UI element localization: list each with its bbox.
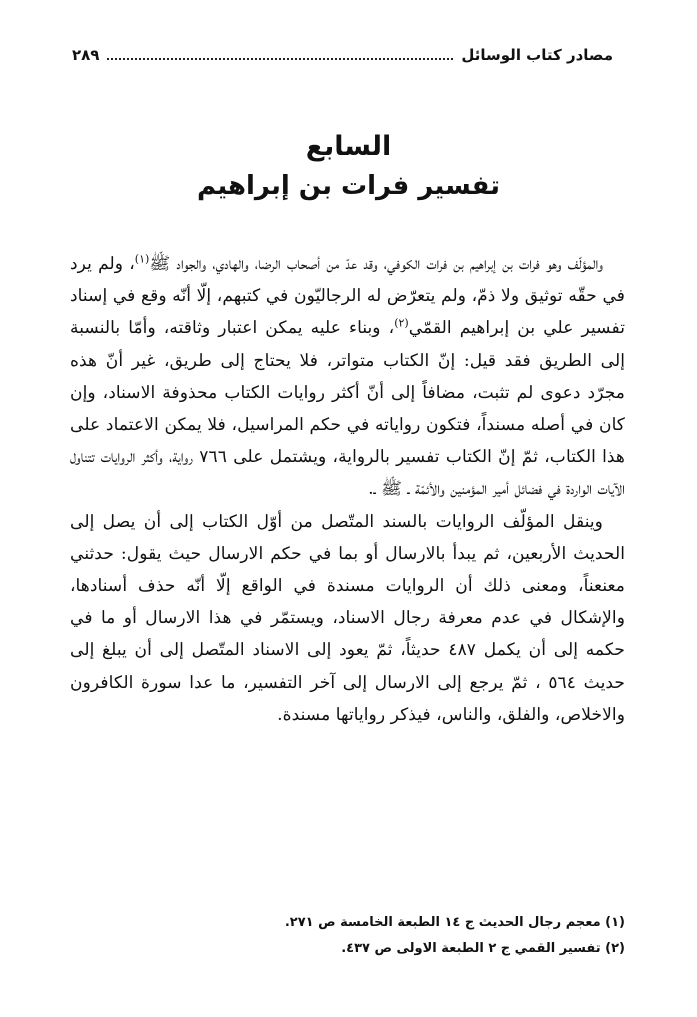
- footnotes: [70, 910, 625, 962]
- chapter-title: تفسير فرات بن إبراهيم: [196, 171, 501, 201]
- paragraph-1-part-1: والمؤلّف وهو فرات بن إبراهيم بن فرات الكوفي، وقد عدّ من أصحاب الرضا، والهادي، والجواد ﷺ: [149, 254, 603, 274]
- paragraph-1-part-3: ، وبناء عليه يمكن اعتبار وثاقته، وأمّا بالنسبة إلى الطريق فقد قيل: إنّ الكتاب متواتر، فلا يحتاج إلى طريق، غير أنّ هذه مجرّد دعوى لم تثبت، مضافاً إلى أنّ أكثر روايات الكتاب محذوفة الاسناد، وإن كان في أصله مسنداً، فتكون رواياته في حكم المراسيل، فلا يمكن الاعتماد على هذا الكتاب، ثمّ إنّ الكتاب تفسير بالرواية، ويشتمل على ٧٦٦ رواية، وأكثر الروايات تتناول الآيات الواردة في فضائل أمير المؤمنين والأئمّة ـ ﷺ ـ.: [70, 318, 625, 500]
- chapter-heading: [0, 128, 697, 206]
- chapter-number: السابع: [305, 131, 392, 162]
- body-text: [70, 248, 625, 731]
- running-header: [72, 46, 613, 64]
- dotted-leader: [107, 58, 453, 60]
- footnote-2: (٢) تفسير القمي ج ٢ الطبعة الاولى ص ٤٣٧.: [341, 941, 625, 956]
- footnote-ref-1: (١): [134, 252, 150, 266]
- page-number: ٢٨٩: [72, 46, 100, 64]
- footnote-ref-2: (٢): [394, 316, 409, 330]
- header-book-title: مصادر كتاب الوسائل: [461, 46, 613, 64]
- paragraph-1: [70, 248, 625, 506]
- paragraph-1-part-2: ، ولم يرد في حقّه توثيق ولا ذمّ، ولم يتعرّض له الرجاليّون في كتبهم، إلّا أنّه وقع في إسناد تفسير علي بن إبراهيم القمّي: [70, 254, 625, 339]
- paragraph-2: وينقل المؤلّف الروايات بالسند المتّصل من أوّل الكتاب إلى أن يصل إلى الحديث الأربعين، ثم يبدأ بالارسال أو بما في حكم الارسال حيث يقول: حدثني معنعناً، ومعنى ذلك أن الروايات مسندة في الواقع إلّا أنّه حذف أسنادها، والإشكال في عدم معرفة رجال الاسناد، ويستمّر في هذا الارسال أو ما في حكمه إلى أن يكمل ٤٨٧ حديثاً، ثمّ يعود إلى الاسناد المتّصل إلى أن يبلغ إلى حديث ٥٦٤ ، ثمّ يرجع إلى الارسال إلى آخر التفسير، ما عدا سورة الكافرون والاخلاص، والفلق، والناس، فيذكر رواياتها مسندة.: [70, 511, 625, 725]
- footnote-1: (١) معجم رجال الحديث ج ١٤ الطبعة الخامسة ص ٢٧١.: [284, 915, 625, 930]
